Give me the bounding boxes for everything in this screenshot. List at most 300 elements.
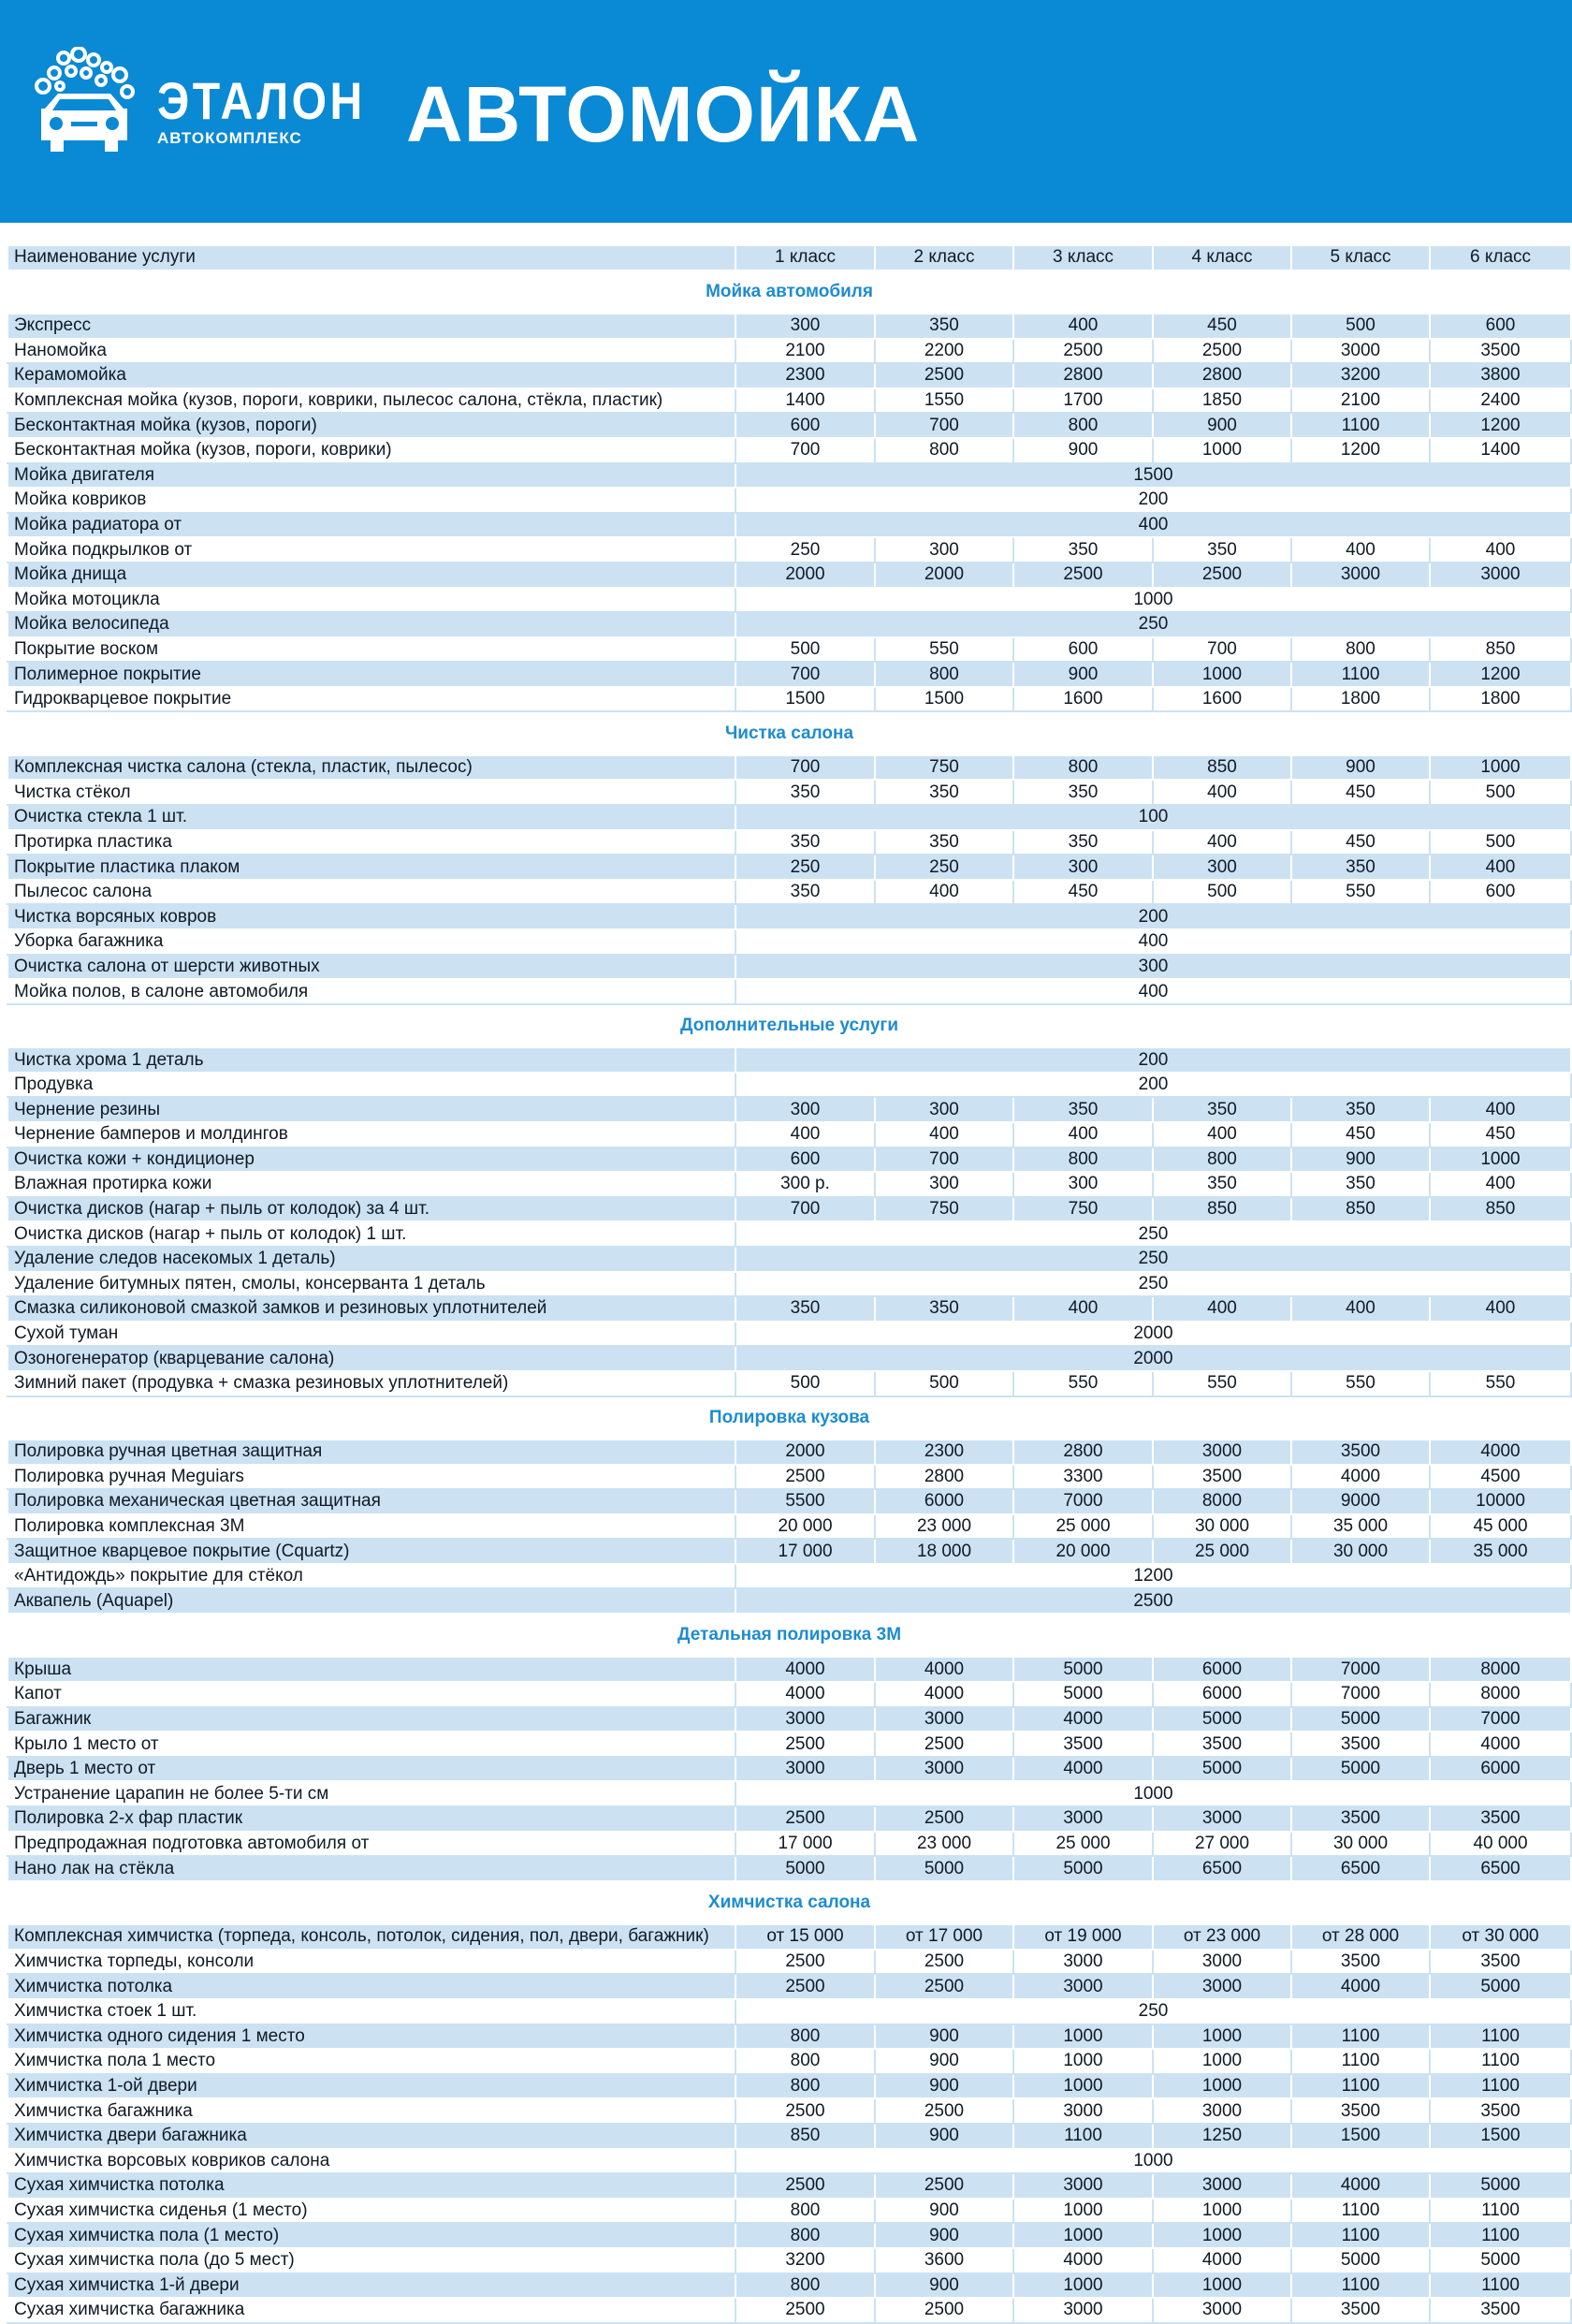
price-cell: 500 [735, 1371, 875, 1396]
table-row [7, 2098, 1571, 2124]
table-row [7, 637, 1571, 663]
price-cell: 1000 [1153, 2074, 1291, 2099]
price-cell: 400 [1430, 1172, 1571, 1197]
price-cell: 20 000 [735, 1514, 875, 1540]
price-cell: 900 [875, 2273, 1013, 2299]
column-header-class: 2 класс [875, 245, 1013, 270]
service-name: Крыша [7, 1657, 735, 1682]
price-cell: 2500 [875, 1950, 1013, 1975]
price-cell: 3000 [1153, 1974, 1291, 1999]
price-cell: 300 р. [735, 1172, 875, 1197]
service-name: Наномойка [7, 339, 735, 364]
price-cell: 800 [1291, 637, 1430, 663]
price-cell: 2800 [1153, 363, 1291, 388]
price-cell: 3300 [1013, 1465, 1153, 1490]
price-cell: 1000 [1013, 2074, 1153, 2099]
price-cell: 5000 [1430, 2248, 1571, 2273]
section-title: Химчистка салона [7, 1881, 1571, 1924]
table-row [7, 929, 1571, 955]
price-cell: 7000 [1291, 1657, 1430, 1682]
price-cell: 6000 [1153, 1682, 1291, 1707]
price-cell: 1100 [1291, 2024, 1430, 2050]
price-cell: 450 [1291, 1122, 1430, 1147]
service-name: Экспресс [7, 314, 735, 339]
price-cell: 400 [875, 1122, 1013, 1147]
price-cell: 4000 [1291, 1465, 1430, 1490]
price-cell: 800 [735, 2024, 875, 2050]
price-cell: 1000 [1013, 2024, 1153, 2050]
table-row [7, 755, 1571, 781]
car-wash-logo-icon [26, 47, 142, 161]
table-row [7, 1856, 1571, 1881]
price-cell: 850 [735, 2124, 875, 2149]
table-row [7, 363, 1571, 388]
price-cell: 300 [735, 1097, 875, 1122]
price-cell: 5000 [1153, 1707, 1291, 1732]
price-cell: 800 [875, 438, 1013, 463]
price-cell: 550 [1153, 1371, 1291, 1396]
price-cell: 3000 [1013, 2298, 1153, 2323]
section-title: Дополнительные услуги [7, 1004, 1571, 1047]
price-cell: 7000 [1291, 1682, 1430, 1707]
price-cell: 250 [735, 855, 875, 880]
price-cell: 300 [875, 1172, 1013, 1197]
price-cell: 800 [1153, 1147, 1291, 1173]
price-cell: 550 [1291, 880, 1430, 905]
service-name: Предпродажная подготовка автомобиля от [7, 1832, 735, 1857]
service-name: Полировка ручная цветная защитная [7, 1440, 735, 1465]
price-cell: 1100 [1430, 2049, 1571, 2074]
price-cell: 350 [1153, 1172, 1291, 1197]
price-cell: 800 [1013, 755, 1153, 781]
price-cell: 800 [735, 2199, 875, 2224]
price-cell: от 23 000 [1153, 1924, 1291, 1950]
price-all-classes: 250 [735, 1272, 1571, 1297]
price-cell: 4000 [1291, 1974, 1430, 1999]
price-cell: 750 [1013, 1197, 1153, 1222]
price-cell: 300 [1013, 855, 1153, 880]
column-header-service: Наименование услуги [7, 245, 735, 270]
table-row [7, 830, 1571, 855]
service-name: Смазка силиконовой смазкой замков и резиновых уплотнителей [7, 1296, 735, 1322]
price-cell: 1000 [1013, 2049, 1153, 2074]
price-cell: 350 [875, 830, 1013, 855]
price-cell: 2200 [875, 339, 1013, 364]
price-cell: 1500 [1430, 2124, 1571, 2149]
price-cell: 850 [1430, 1197, 1571, 1222]
price-cell: 350 [1013, 830, 1153, 855]
service-name: Очистка салона от шерсти животных [7, 955, 735, 980]
price-cell: 3000 [1291, 563, 1430, 588]
table-row [7, 1588, 1571, 1614]
price-cell: 5000 [735, 1856, 875, 1881]
service-name: Сухая химчистка 1-й двери [7, 2273, 735, 2299]
table-row [7, 2173, 1571, 2199]
price-cell: 400 [1153, 1122, 1291, 1147]
price-cell: 700 [875, 413, 1013, 438]
price-cell: 2500 [1153, 563, 1291, 588]
service-name: Сухой туман [7, 1322, 735, 1347]
price-cell: 4000 [1291, 2173, 1430, 2199]
price-cell: 5000 [1430, 2173, 1571, 2199]
price-all-classes: 2500 [735, 1588, 1571, 1614]
price-all-classes: 250 [735, 1999, 1571, 2024]
table-row [7, 805, 1571, 830]
table-row [7, 1147, 1571, 1173]
price-cell: 3000 [1013, 1806, 1153, 1832]
price-cell: 20 000 [1013, 1539, 1153, 1564]
price-cell: 1000 [1153, 2049, 1291, 2074]
price-cell: 2500 [735, 1465, 875, 1490]
price-cell: 450 [1430, 1122, 1571, 1147]
table-row [7, 413, 1571, 438]
price-cell: 2500 [1013, 563, 1153, 588]
price-cell: 900 [1013, 438, 1153, 463]
table-row [7, 1564, 1571, 1589]
price-cell: 1400 [735, 388, 875, 414]
service-name: Химчистка потолка [7, 1974, 735, 1999]
table-row [7, 855, 1571, 880]
price-cell: 3000 [1153, 1440, 1291, 1465]
price-cell: 500 [1430, 780, 1571, 805]
price-cell: 23 000 [875, 1832, 1013, 1857]
page-header [0, 0, 1572, 223]
price-cell: 1000 [1013, 2223, 1153, 2248]
service-name: Керамомойка [7, 363, 735, 388]
service-name: Химчистка 1-ой двери [7, 2074, 735, 2099]
price-cell: 600 [735, 413, 875, 438]
price-cell: 400 [735, 1122, 875, 1147]
price-cell: 350 [875, 1296, 1013, 1322]
table-row [7, 1924, 1571, 1950]
price-cell: 700 [735, 1197, 875, 1222]
price-cell: 3000 [1013, 2098, 1153, 2124]
price-cell: 3000 [1153, 2098, 1291, 2124]
service-name: Мойка полов, в салоне автомобиля [7, 979, 735, 1004]
price-cell: 6000 [1430, 1757, 1571, 1782]
price-cell: 3000 [735, 1707, 875, 1732]
service-name: Капот [7, 1682, 735, 1707]
table-row [7, 1073, 1571, 1098]
price-cell: 2500 [875, 2173, 1013, 2199]
table-row [7, 513, 1571, 538]
price-cell: 600 [1013, 637, 1153, 663]
service-name: Устранение царапин не более 5-ти см [7, 1781, 735, 1806]
price-cell: 800 [1013, 1147, 1153, 1173]
section-title: Мойка автомобиля [7, 270, 1571, 314]
price-cell: 30 000 [1291, 1539, 1430, 1564]
price-cell: 3200 [1291, 363, 1430, 388]
table-row [7, 1440, 1571, 1465]
service-name: Мойка подкрылков от [7, 537, 735, 563]
service-name: Мойка радиатора от [7, 513, 735, 538]
price-cell: 500 [875, 1371, 1013, 1396]
brand [157, 73, 400, 148]
price-cell: 400 [1430, 1296, 1571, 1322]
price-cell: 1100 [1291, 662, 1430, 687]
table-row [7, 612, 1571, 637]
service-name: Химчистка стоек 1 шт. [7, 1999, 735, 2024]
price-cell: 550 [1430, 1371, 1571, 1396]
price-cell: 3000 [1153, 1950, 1291, 1975]
price-cell: 450 [1291, 830, 1430, 855]
price-all-classes: 400 [735, 979, 1571, 1004]
price-all-classes: 250 [735, 1221, 1571, 1247]
service-name: Химчистка одного сидения 1 место [7, 2024, 735, 2050]
table-row [7, 979, 1571, 1004]
price-cell: 18 000 [875, 1539, 1013, 1564]
price-cell: 700 [735, 662, 875, 687]
column-header-class: 3 класс [1013, 245, 1153, 270]
table-row [7, 780, 1571, 805]
price-all-classes: 400 [735, 513, 1571, 538]
price-cell: 1500 [1291, 2124, 1430, 2149]
price-cell: 400 [1153, 830, 1291, 855]
service-name: «Антидождь» покрытие для стёкол [7, 1564, 735, 1589]
service-name: Очистка кожи + кондиционер [7, 1147, 735, 1173]
price-cell: 4000 [1013, 2248, 1153, 2273]
price-cell: 2500 [1013, 339, 1153, 364]
price-cell: 3000 [875, 1707, 1013, 1732]
section-title: Чистка салона [7, 711, 1571, 754]
service-name: Крыло 1 место от [7, 1732, 735, 1757]
price-cell: 30 000 [1291, 1832, 1430, 1857]
price-all-classes: 1500 [735, 463, 1571, 489]
price-cell: 25 000 [1013, 1832, 1153, 1857]
price-cell: 700 [735, 755, 875, 781]
price-cell: 550 [1013, 1371, 1153, 1396]
price-cell: 300 [735, 314, 875, 339]
price-cell: 17 000 [735, 1539, 875, 1564]
table-row [7, 1539, 1571, 1564]
price-cell: 4000 [735, 1657, 875, 1682]
price-cell: 5000 [875, 1856, 1013, 1881]
table-row [7, 2273, 1571, 2299]
price-cell: 850 [1291, 1197, 1430, 1222]
service-name: Полировка ручная Meguiars [7, 1465, 735, 1490]
price-cell: 5000 [1013, 1856, 1153, 1881]
price-cell: 4000 [1153, 2248, 1291, 2273]
service-name: Багажник [7, 1707, 735, 1732]
price-cell: 2100 [735, 339, 875, 364]
price-all-classes: 1000 [735, 2149, 1571, 2174]
service-name: Химчистка багажника [7, 2098, 735, 2124]
service-name: Полимерное покрытие [7, 662, 735, 687]
price-cell: 2100 [1291, 388, 1430, 414]
price-cell: 3500 [1291, 2298, 1430, 2323]
price-cell: 1100 [1291, 2049, 1430, 2074]
table-row [7, 687, 1571, 712]
price-cell: 2500 [735, 2298, 875, 2323]
price-cell: 8000 [1430, 1657, 1571, 1682]
table-row [7, 1999, 1571, 2024]
price-cell: 1100 [1291, 2199, 1430, 2224]
price-cell: 300 [1153, 855, 1291, 880]
price-cell: 1550 [875, 388, 1013, 414]
price-cell: 1600 [1013, 687, 1153, 712]
price-cell: 1100 [1430, 2273, 1571, 2299]
service-name: Зимний пакет (продувка + смазка резиновых уплотнителей) [7, 1371, 735, 1396]
table-row [7, 2124, 1571, 2149]
price-all-classes: 2000 [735, 1322, 1571, 1347]
price-cell: 450 [1291, 780, 1430, 805]
price-cell: 800 [875, 662, 1013, 687]
service-name: Полировка 2-х фар пластик [7, 1806, 735, 1832]
table-row [7, 1757, 1571, 1782]
price-cell: 900 [1153, 413, 1291, 438]
price-cell: 350 [735, 830, 875, 855]
price-cell: 5000 [1291, 1757, 1430, 1782]
price-cell: 2800 [875, 1465, 1013, 1490]
price-cell: 2500 [1153, 339, 1291, 364]
table-row [7, 1172, 1571, 1197]
service-name: Мойка ковриков [7, 488, 735, 513]
column-header-class: 1 класс [735, 245, 875, 270]
price-all-classes: 1000 [735, 588, 1571, 613]
price-cell: 2500 [875, 2298, 1013, 2323]
service-name: Сухая химчистка багажника [7, 2298, 735, 2323]
price-cell: 700 [735, 438, 875, 463]
price-cell: 2000 [735, 1440, 875, 1465]
price-table-body [7, 245, 1571, 2323]
price-cell: 350 [1013, 1097, 1153, 1122]
table-row [7, 1322, 1571, 1347]
column-header-class: 5 класс [1291, 245, 1430, 270]
price-cell: 3000 [1013, 1950, 1153, 1975]
page-title: АВТОМОЙКА [406, 70, 921, 158]
price-all-classes: 250 [735, 1247, 1571, 1272]
price-cell: 2300 [875, 1440, 1013, 1465]
price-cell: 1000 [1153, 662, 1291, 687]
table-row [7, 2049, 1571, 2074]
price-cell: 800 [735, 2273, 875, 2299]
price-cell: 1000 [1013, 2199, 1153, 2224]
price-cell: 3500 [1430, 1950, 1571, 1975]
table-row [7, 1781, 1571, 1806]
price-cell: 350 [735, 880, 875, 905]
table-row [7, 1122, 1571, 1147]
price-cell: 450 [1153, 314, 1291, 339]
price-cell: 850 [1430, 637, 1571, 663]
table-row [7, 2298, 1571, 2323]
column-header-class: 4 класс [1153, 245, 1291, 270]
price-all-classes: 200 [735, 1073, 1571, 1098]
price-cell: 30 000 [1153, 1514, 1291, 1540]
price-cell: 10000 [1430, 1489, 1571, 1514]
price-all-classes: 1200 [735, 1564, 1571, 1589]
price-all-classes: 300 [735, 955, 1571, 980]
service-name: Бесконтактная мойка (кузов, пороги, коврики) [7, 438, 735, 463]
table-row [7, 563, 1571, 588]
price-cell: 3000 [875, 1757, 1013, 1782]
price-cell: 35 000 [1291, 1514, 1430, 1540]
service-name: Мойка велосипеда [7, 612, 735, 637]
price-cell: 5500 [735, 1489, 875, 1514]
price-cell: 1100 [1430, 2024, 1571, 2050]
price-cell: 1800 [1291, 687, 1430, 712]
table-row [7, 1272, 1571, 1297]
table-row [7, 904, 1571, 929]
table-row [7, 537, 1571, 563]
price-cell: 450 [1013, 880, 1153, 905]
service-name: Химчистка торпеды, консоли [7, 1950, 735, 1975]
service-name: Полировка комплексная 3М [7, 1514, 735, 1540]
price-cell: 8000 [1153, 1489, 1291, 1514]
price-cell: 400 [875, 880, 1013, 905]
price-cell: 700 [875, 1147, 1013, 1173]
table-row [7, 1682, 1571, 1707]
price-cell: от 17 000 [875, 1924, 1013, 1950]
table-row [7, 1707, 1571, 1732]
service-name: Нано лак на стёкла [7, 1856, 735, 1881]
price-cell: 1400 [1430, 438, 1571, 463]
table-row [7, 1465, 1571, 1490]
price-cell: 9000 [1291, 1489, 1430, 1514]
price-cell: 2400 [1430, 388, 1571, 414]
price-cell: 3500 [1291, 2098, 1430, 2124]
table-header-row [7, 245, 1571, 270]
price-cell: 6500 [1291, 1856, 1430, 1881]
price-cell: 400 [1013, 1122, 1153, 1147]
price-cell: 4000 [1430, 1440, 1571, 1465]
table-row [7, 1221, 1571, 1247]
price-cell: 1100 [1430, 2074, 1571, 2099]
table-row [7, 2199, 1571, 2224]
table-row [7, 1489, 1571, 1514]
price-cell: 3000 [1153, 2173, 1291, 2199]
service-name: Химчистка пола 1 место [7, 2049, 735, 2074]
price-cell: 900 [1291, 755, 1430, 781]
price-cell: 2500 [875, 2098, 1013, 2124]
service-name: Мойка двигателя [7, 463, 735, 489]
table-row [7, 1247, 1571, 1272]
price-cell: 350 [875, 780, 1013, 805]
table-row [7, 1371, 1571, 1396]
service-name: Продувка [7, 1073, 735, 1098]
brand-subtitle: АВТОКОМПЛЕКС [157, 129, 302, 147]
price-cell: 5000 [1430, 1974, 1571, 1999]
price-cell: 600 [735, 1147, 875, 1173]
brand-name: ЭТАЛОН [157, 71, 366, 130]
price-cell: 3500 [1291, 1950, 1430, 1975]
service-name: Чернение бамперов и молдингов [7, 1122, 735, 1147]
price-cell: 1100 [1430, 2199, 1571, 2224]
price-cell: 2000 [735, 563, 875, 588]
service-name: Очистка дисков (нагар + пыль от колодок) 1 шт. [7, 1221, 735, 1247]
price-cell: 400 [1430, 855, 1571, 880]
service-name: Чернение резины [7, 1097, 735, 1122]
price-cell: 900 [875, 2124, 1013, 2149]
price-cell: 1250 [1153, 2124, 1291, 2149]
service-name: Комплексная чистка салона (стекла, пластик, пылесос) [7, 755, 735, 781]
table-row [7, 2149, 1571, 2174]
price-cell: 350 [1291, 1172, 1430, 1197]
price-cell: 900 [875, 2223, 1013, 2248]
price-cell: 500 [1430, 830, 1571, 855]
service-name: Мойка мотоцикла [7, 588, 735, 613]
price-cell: 1100 [1291, 2074, 1430, 2099]
service-name: Покрытие воском [7, 637, 735, 663]
table-row [7, 1047, 1571, 1073]
service-name: Мойка днища [7, 563, 735, 588]
service-name: Химчистка ворсовых ковриков салона [7, 2149, 735, 2174]
service-name: Чистка хрома 1 деталь [7, 1047, 735, 1073]
price-cell: 2500 [875, 1974, 1013, 1999]
section-row [7, 1396, 1571, 1440]
price-cell: 3000 [1153, 1806, 1291, 1832]
price-cell: 6500 [1153, 1856, 1291, 1881]
price-cell: от 15 000 [735, 1924, 875, 1950]
